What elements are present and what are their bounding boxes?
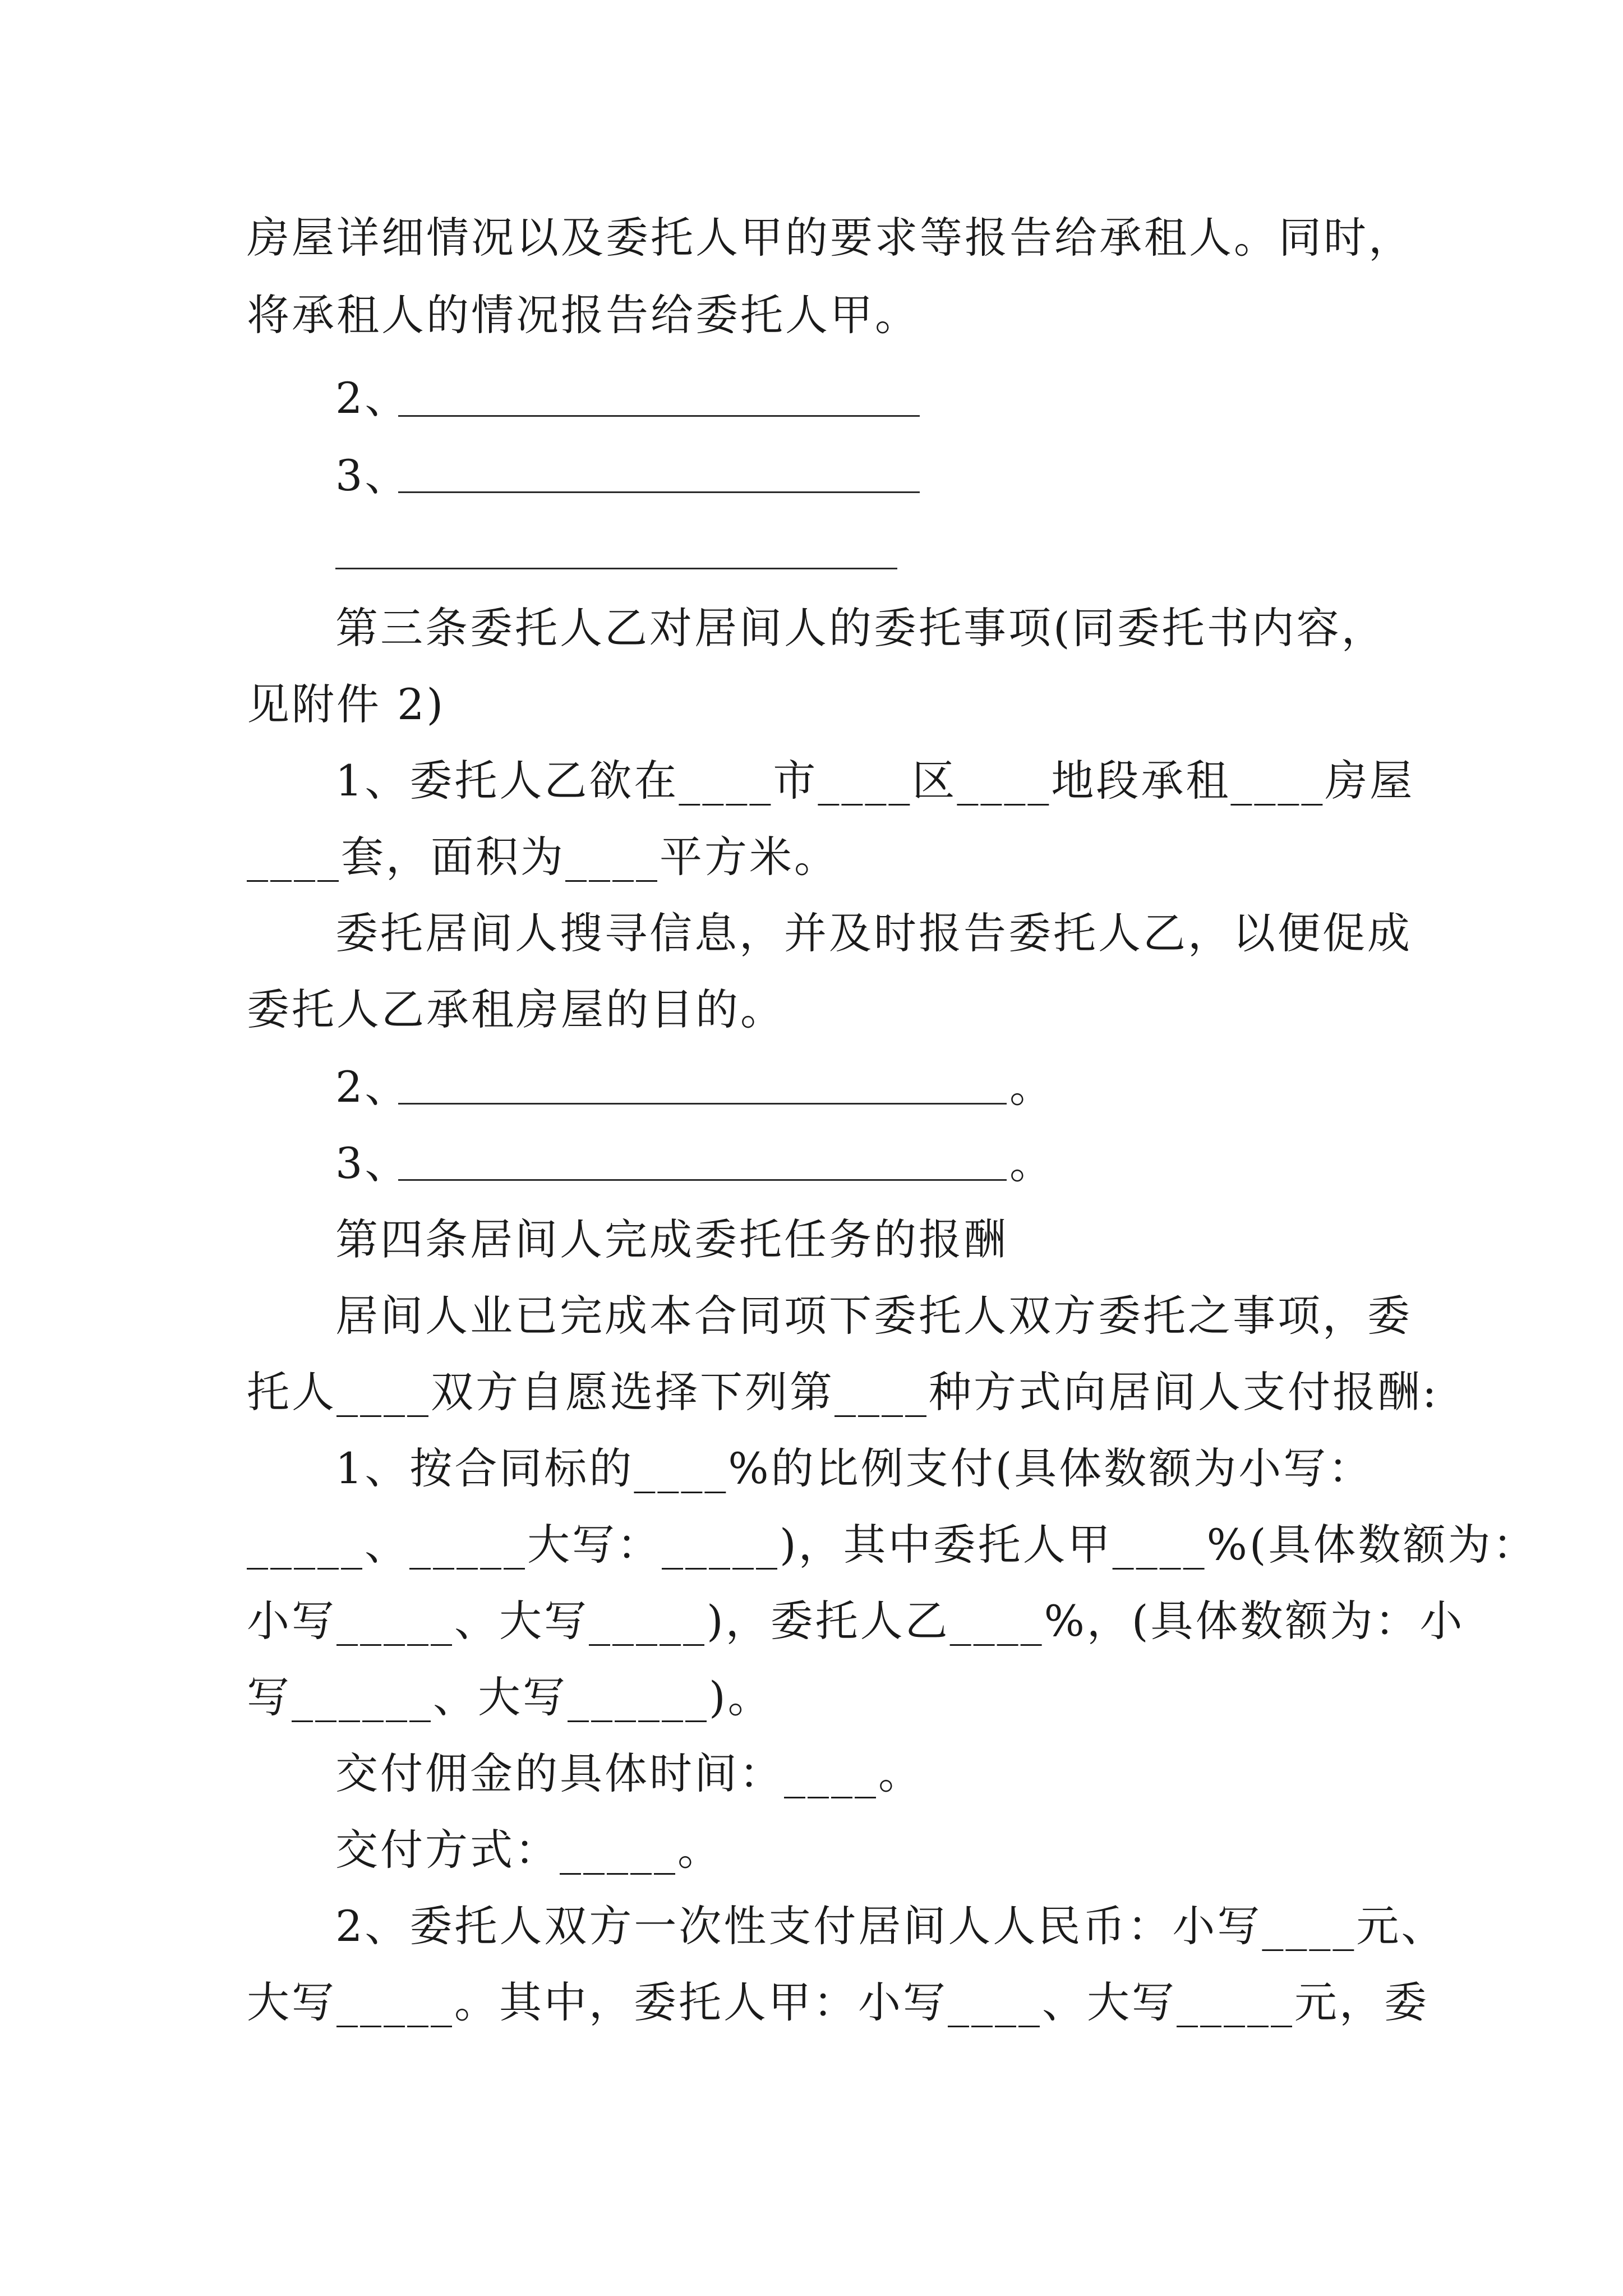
paragraph-line: 托人____双方自愿选择下列第____种方式向居间人支付报酬: — [247, 1367, 1439, 1417]
period-mark: 。 — [1009, 1138, 1054, 1188]
list-item-number: 2、 — [335, 373, 410, 423]
paragraph-line: 1、按合同标的____%的比例支付(具体数额为小写： — [335, 1443, 1373, 1493]
fill-in-blank — [335, 568, 897, 569]
paragraph-line: 大写_____。其中，委托人甲：小写____、大写_____元，委 — [247, 1977, 1429, 2027]
paragraph-line: 交付佣金的具体时间：____。 — [335, 1749, 923, 1798]
paragraph-line: 居间人业已完成本合同项下委托人双方委托之事项，委 — [335, 1291, 1412, 1341]
paragraph-line: 1、委托人乙欲在____市____区____地段承租____房屋 — [335, 756, 1415, 806]
article-heading: 第四条居间人完成委托任务的报酬 — [335, 1214, 1008, 1264]
period-mark: 。 — [1009, 1062, 1054, 1112]
paragraph-line: 小写_____、大写_____)，委托人乙____%，(具体数额为：小 — [247, 1596, 1465, 1646]
paragraph-line: 委托人乙承租房屋的目的。 — [247, 984, 785, 1034]
paragraph-line: 交付方式：_____。 — [335, 1825, 722, 1875]
paragraph-line: _____、_____大写：_____)，其中委托人甲____%(具体数额为： — [247, 1520, 1538, 1570]
paragraph-line: ____套，面积为____平方米。 — [247, 832, 839, 882]
list-item-number: 2、 — [335, 1062, 410, 1112]
paragraph-line: 见附件 2) — [247, 679, 446, 729]
fill-in-blank — [398, 1103, 1007, 1105]
fill-in-blank — [398, 415, 920, 417]
fill-in-blank — [398, 1179, 1007, 1181]
paragraph-line: 委托居间人搜寻信息，并及时报告委托人乙，以便促成 — [335, 908, 1412, 958]
list-item-number: 3、 — [335, 450, 410, 500]
paragraph-line: 将承租人的情况报告给委托人甲。 — [247, 290, 920, 340]
paragraph-line: 写______、大写______)。 — [247, 1672, 773, 1722]
paragraph-line: 2、委托人双方一次性支付居间人人民币：小写____元、 — [335, 1901, 1446, 1951]
article-heading: 第三条委托人乙对居间人的委托事项(同委托书内容， — [335, 603, 1386, 653]
paragraph-line: 房屋详细情况以及委托人甲的要求等报告给承租人。同时， — [247, 213, 1413, 263]
fill-in-blank — [398, 491, 920, 493]
list-item-number: 3、 — [335, 1138, 410, 1188]
